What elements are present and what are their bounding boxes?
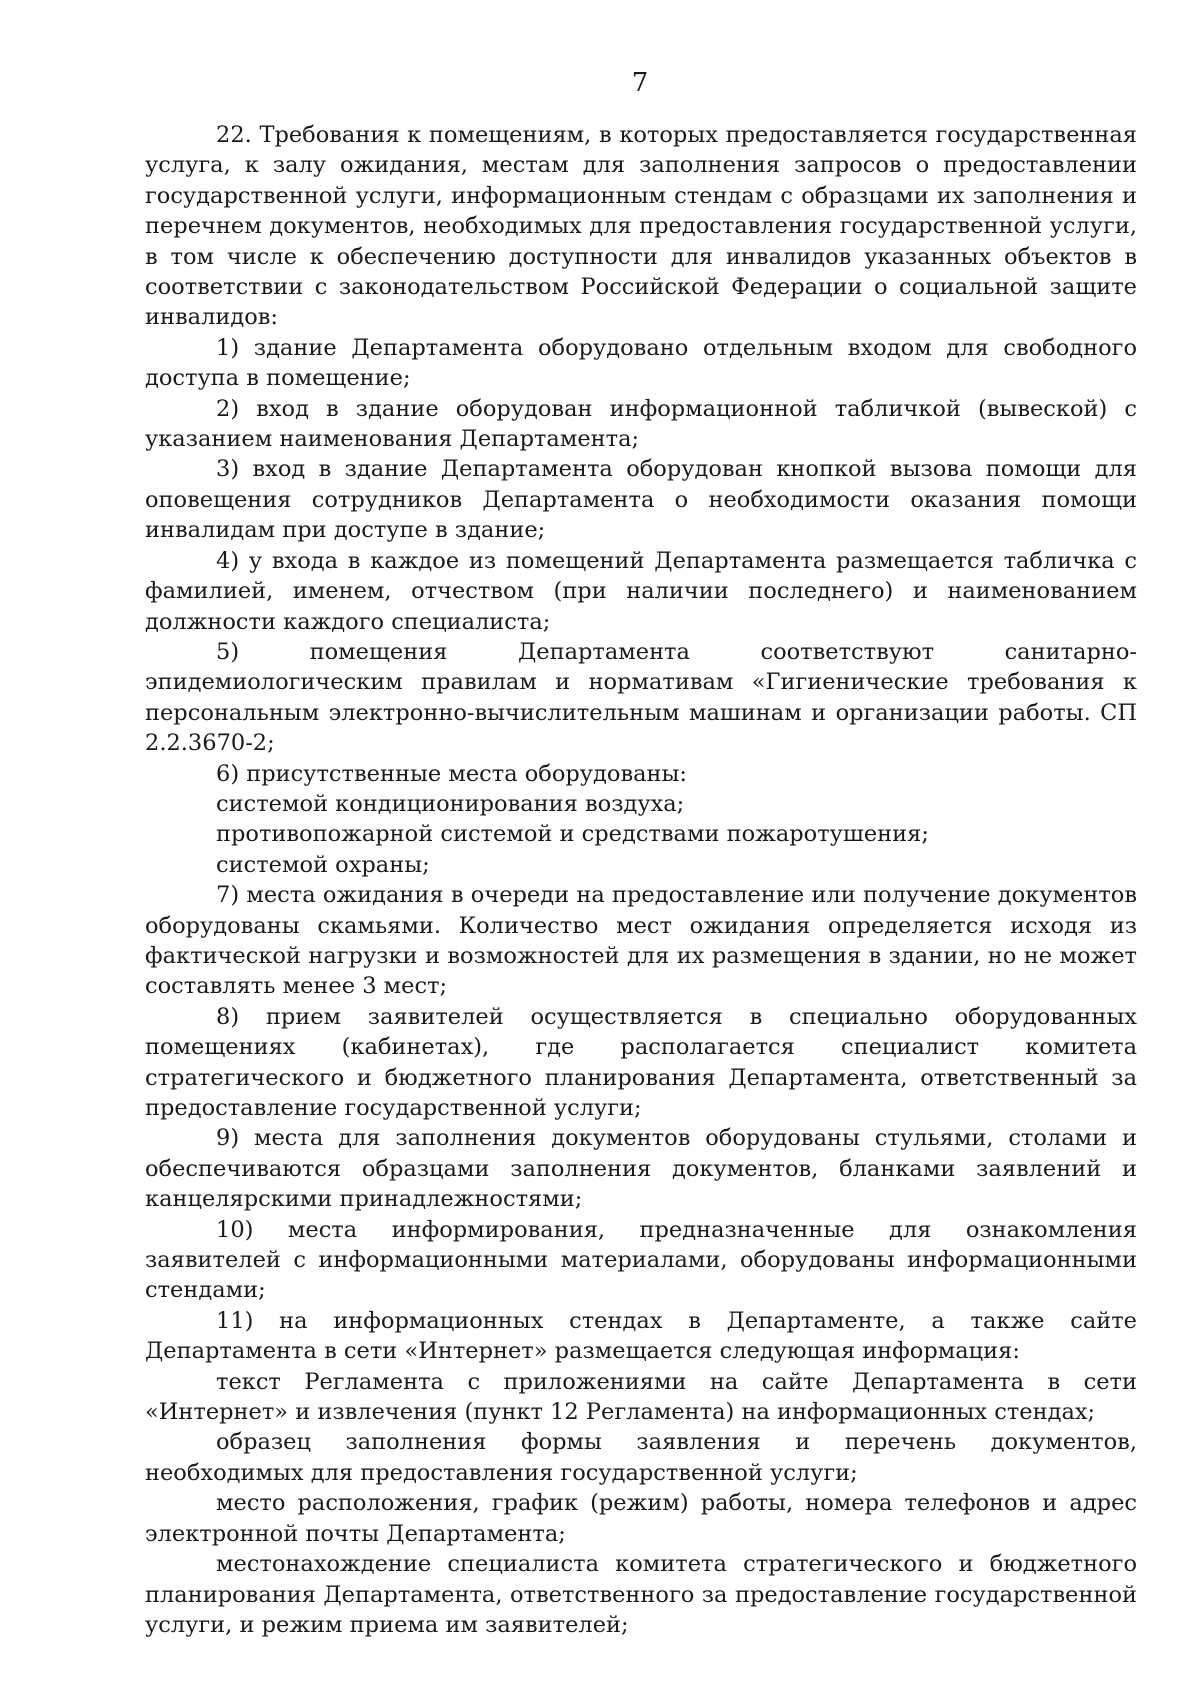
paragraph-item-1: 1) здание Департамента оборудовано отдельным входом для свободного доступа в помещение; <box>145 334 1137 392</box>
page-number: 7 <box>631 68 649 98</box>
paragraph-item-4: 4) у входа в каждое из помещений Департамента размещается табличка с фамилией, именем, отчеством (при наличии последнего) и наименованием должности каждого специалиста; <box>145 547 1137 635</box>
paragraph-item-10: 10) места информирования, предназначенные для ознакомления заявителей с информационными материалами, оборудованы информационными стендами; <box>145 1216 1137 1304</box>
paragraph-item-6: 6) присутственные места оборудованы: <box>216 760 688 787</box>
paragraph-item-2: 2) вход в здание оборудован информационной табличкой (вывеской) с указанием наименования Департамента; <box>145 395 1137 453</box>
paragraph-item-11: 11) на информационных стендах в Департаменте, а также сайте Департамента в сети «Интернет» размещается следующая информация: <box>145 1307 1137 1365</box>
paragraph-item-6-subitem: системой кондиционирования воздуха; <box>216 790 685 817</box>
paragraph-item-7: 7) места ожидания в очереди на предоставление или получение документов оборудованы скамьями. Количество мест ожидания определяется исходя из фактической нагрузки и возможностей для их размещения в здании, но не может составлять менее 3 мест; <box>145 882 1137 1000</box>
paragraph-item-3: 3) вход в здание Департамента оборудован кнопкой вызова помощи для оповещения сотрудников Департамента о необходимости оказания помощи инвалидам при доступе в здание; <box>145 456 1137 544</box>
paragraph-item-9: 9) места для заполнения документов оборудованы стульями, столами и обеспечиваются образцами заполнения документов, бланками заявлений и канцелярскими принадлежностями; <box>145 1125 1137 1213</box>
paragraph-item-8: 8) прием заявителей осуществляется в специально оборудованных помещениях (кабинетах), где располагается специалист комитета стратегического и бюджетного планирования Департамента, ответственный за предоставление государственной услуги; <box>145 1003 1137 1121</box>
paragraph-item-11-subitem: местонахождение специалиста комитета стратегического и бюджетного планирования Департамента, ответственного за предоставление государственной услуги, и режим приема им заявителей; <box>145 1551 1137 1638</box>
paragraph-item-5: 5) помещения Департамента соответствуют санитарно-эпидемиологическим правилам и нормативам «Гигиенические требования к персональным электронно-вычислительным машинам и организации работы. СП 2.2.3670-2; <box>145 638 1137 757</box>
paragraph-item-11-subitem: место расположения, график (режим) работы, номера телефонов и адрес электронной почты Департамента; <box>145 1490 1137 1547</box>
paragraph-item-11-subitem: текст Регламента с приложениями на сайте Департамента в сети «Интернет» и извлечения (пункт 12 Регламента) на информационных стендах; <box>145 1368 1137 1426</box>
document-body <box>145 120 1137 1640</box>
paragraph-item-11-subitem: образец заполнения формы заявления и перечень документов, необходимых для предоставления государственной услуги; <box>145 1429 1137 1486</box>
paragraph-22-requirements: 22. Требования к помещениям, в которых предоставляется государственная услуга, к залу ожидания, местам для заполнения запросов о предоставлении государственной услуги, информационным стендам с образцами их заполнения и перечнем документов, необходимых для предоставления государственной услуги, в том числе к обеспечению доступности для инвалидов указанных объектов в соответствии с законодательством Российской Федерации о социальной защите инвалидов: <box>145 122 1137 331</box>
paragraph-item-6-subitem: противопожарной системой и средствами пожаротушения; <box>216 821 929 848</box>
paragraph-item-6-subitem: системой охраны; <box>216 851 430 878</box>
